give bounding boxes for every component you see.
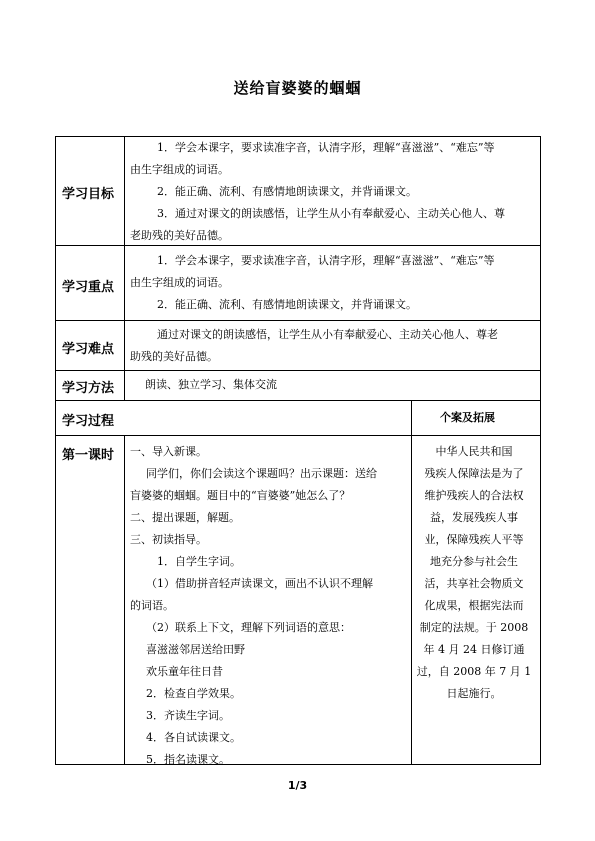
row-divider <box>55 435 541 436</box>
lesson1-line: 欢乐童年往日昔 <box>146 665 223 678</box>
side-note-line: 益，发展残疾人事 <box>430 511 518 524</box>
column-divider <box>124 136 125 400</box>
focus-line: 1．学会本课字，要求读准字音，认清字形，理解“喜滋滋”、“难忘”等 <box>157 254 495 267</box>
side-note-line: 残疾人保障法是为了 <box>424 467 524 480</box>
lesson1-line: 三、初读指导。 <box>130 533 207 546</box>
row-divider <box>55 370 541 371</box>
side-note-line: 日起施行。 <box>446 687 502 700</box>
focus-line: 2．能正确、流利、有感情地朗读课文，并背诵课文。 <box>157 298 417 311</box>
lesson1-line: （1）借助拼音轻声读课文，画出不认识不理解 <box>146 577 373 590</box>
side-note-line: 业，保障残疾人平等 <box>424 533 524 546</box>
lesson1-label: 第一课时 <box>62 448 115 463</box>
lesson1-line: 2．检查自学效果。 <box>146 687 241 700</box>
lesson1-line: 盲婆婆的蝈蝈。题目中的“盲婆婆”她怎么了？ <box>130 489 351 502</box>
side-note-line: 年 4 月 24 日修订通 <box>423 643 525 656</box>
focus-line: 由生字组成的词语。 <box>130 276 229 289</box>
difficulty-line: 通过对课文的朗读感悟，让学生从小有奉献爱心、主动关心他人、尊老 <box>157 328 498 341</box>
goals-line: 1．学会本课字，要求读准字音，认清字形，理解“喜滋滋”、“难忘”等 <box>157 141 495 154</box>
side-note-line: 过，自 2008 年 7 月 1 <box>416 665 532 678</box>
lesson1-line: 3．齐读生字词。 <box>146 709 230 722</box>
side-note-line: 地充分参与社会生 <box>430 555 518 568</box>
side-note-line: 制定的法规。于 2008 <box>419 621 529 634</box>
lesson1-line: 一、导入新课。 <box>130 445 207 458</box>
lesson1-line: 1．自学生字词。 <box>157 555 241 568</box>
lesson1-line: （2）联系上下文，理解下列词语的意思： <box>146 621 351 634</box>
goals-line: 由生字组成的词语。 <box>130 163 229 176</box>
lesson1-line: 喜滋滋邻居送给田野 <box>146 643 245 656</box>
goals-line: 3．通过对课文的朗读感悟，让学生从小有奉献爱心、主动关心他人、尊 <box>157 207 505 220</box>
side-note-line: 活，共享社会物质文 <box>424 577 524 590</box>
difficulty-line: 助残的美好品德。 <box>130 350 218 363</box>
lesson1-line: 二、提出课题，解题。 <box>130 511 240 524</box>
method-label: 学习方法 <box>62 381 115 396</box>
lesson1-line: 5．指名读课文。 <box>146 753 230 766</box>
side-note-line: 维护残疾人的合法权 <box>424 489 524 502</box>
difficulty-label: 学习难点 <box>62 342 115 357</box>
page-number: 1/3 <box>287 779 308 792</box>
goals-line: 老助残的美好品德。 <box>130 229 229 242</box>
goals-line: 2．能正确、流利、有感情地朗读课文，并背诵课文。 <box>157 185 417 198</box>
lesson1-line: 4．各自试读课文。 <box>146 731 241 744</box>
column-divider <box>124 435 125 765</box>
side-note-line: 中华人民共和国 <box>435 445 513 458</box>
side-note-line: 化成果，根据宪法而 <box>424 599 524 612</box>
side-column-header: 个案及拓展 <box>440 411 495 424</box>
side-note <box>416 441 532 705</box>
document-title: 送给盲婆婆的蝈蝈 <box>233 79 362 97</box>
process-label: 学习过程 <box>62 414 115 429</box>
row-divider <box>55 320 541 321</box>
lesson1-line: 同学们，你们会读这个课题吗？出示课题：送给 <box>146 467 377 480</box>
lesson1-line: 的词语。 <box>130 599 174 612</box>
row-divider <box>55 400 541 401</box>
focus-label: 学习重点 <box>62 280 115 295</box>
column-divider <box>411 400 412 765</box>
method-text: 朗读、独立学习、集体交流 <box>145 378 277 391</box>
goals-label: 学习目标 <box>62 187 115 202</box>
row-divider <box>55 245 541 246</box>
